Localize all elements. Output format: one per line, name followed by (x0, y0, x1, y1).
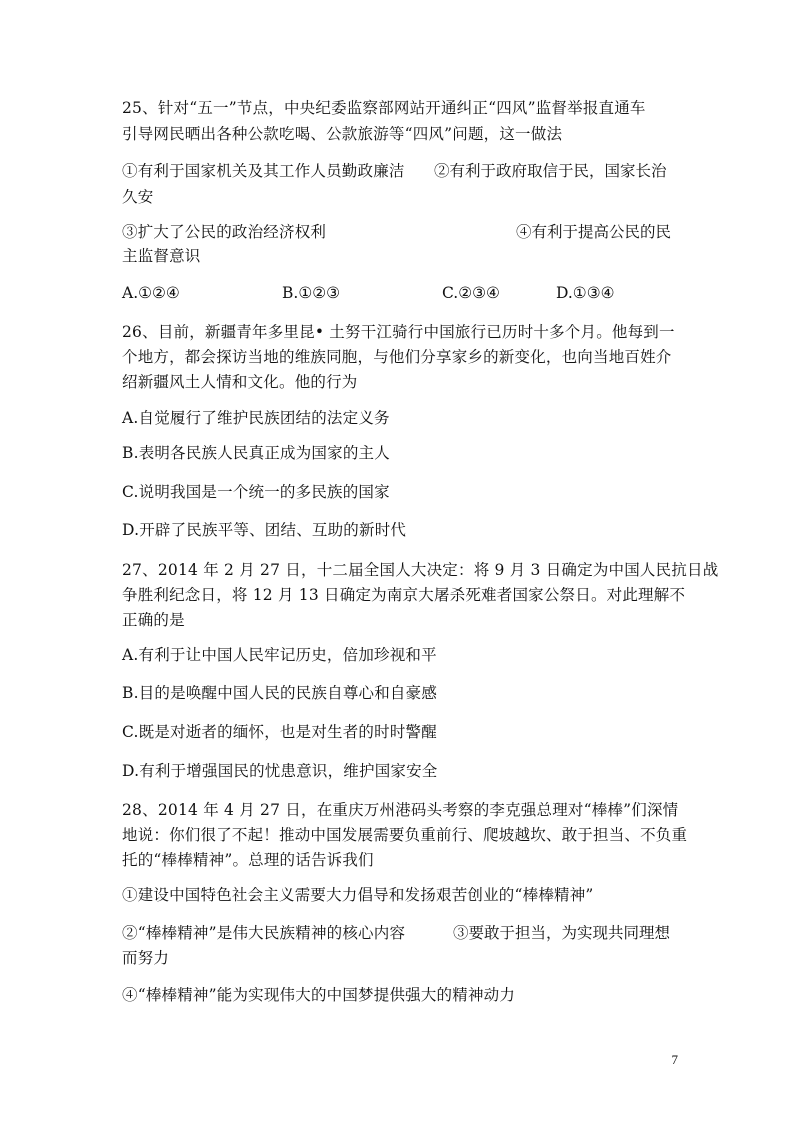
q28-option-3-cont: 而努力 (122, 949, 170, 967)
q25-option-4-cont: 主监督意识 (122, 247, 201, 265)
q25-choice-c: C.②③④ (442, 284, 500, 302)
q27-choice-b: B.目的是唤醒中国人民的民族自尊心和自豪感 (122, 684, 438, 702)
q27-stem-line-3: 正确的是 (122, 611, 185, 629)
q25-stem-line-1: 25、针对“五一”节点，中央纪委监察部网站开通纠正“四风”监督举报直通车 (122, 99, 646, 117)
q26-choice-d: D.开辟了民族平等、团结、互助的新时代 (122, 521, 407, 539)
q26-stem-line-2: 个地方，都会探访当地的维族同胞，与他们分享家乡的新变化，也向当地百姓介 (122, 348, 672, 366)
q28-stem-line-1: 28、2014 年 4 月 27 日，在重庆万州港码头考察的李克强总理对“棒棒”们深情 (122, 801, 679, 819)
q27-choice-d: D.有利于增强国民的忧患意识，维护国家安全 (122, 762, 438, 780)
q27-choice-a: A.有利于让中国人民牢记历史，倍加珍视和平 (122, 646, 437, 664)
q27-stem-line-1: 27、2014 年 2 月 27 日，十二届全国人大决定：将 9 月 3 日确定为中国人民抗日战 (122, 561, 719, 579)
q26-stem-line-1: 26、目前，新疆青年多里昆• 土努干江骑行中国旅行已历时十多个月。他每到一 (122, 323, 675, 341)
q25-stem-line-2: 引导网民晒出各种公款吃喝、公款旅游等“四风”问题，这一做法 (122, 125, 563, 143)
q26-choice-a: A.自觉履行了维护民族团结的法定义务 (122, 409, 390, 427)
q25-option-1: ①有利于国家机关及其工作人员勤政廉洁 (122, 162, 405, 180)
q27-stem-line-2: 争胜利纪念日，将 12 月 13 日确定为南京大屠杀死难者国家公祭日。对此理解不 (122, 586, 686, 604)
q28-stem-line-2: 地说：你们很了不起！推动中国发展需要负重前行、爬坡越坎、敢于担当、不负重 (122, 826, 688, 844)
q28-option-1: ①建设中国特色社会主义需要大力倡导和发扬艰苦创业的“棒棒精神” (122, 886, 594, 904)
q25-option-3: ③扩大了公民的政治经济权利 (122, 223, 327, 241)
q25-choice-d: D.①③④ (556, 284, 615, 302)
q27-choice-c: C.既是对逝者的缅怀，也是对生者的时时警醒 (122, 723, 437, 741)
q26-choice-c: C.说明我国是一个统一的多民族的国家 (122, 483, 390, 501)
q25-choice-a: A.①②④ (122, 284, 180, 302)
q25-choice-b: B.①②③ (282, 284, 341, 302)
q26-choice-b: B.表明各民族人民真正成为国家的主人 (122, 444, 390, 462)
q26-stem-line-3: 绍新疆风土人情和文化。他的行为 (122, 373, 358, 391)
q28-stem-line-3: 托的“棒棒精神”。总理的话告诉我们 (122, 851, 374, 869)
q25-option-2-cont: 久安 (122, 188, 154, 206)
page-number: 7 (671, 1052, 678, 1067)
q28-option-3: ③要敢于担当，为实现共同理想 (453, 924, 671, 942)
q25-option-2: ②有利于政府取信于民，国家长治 (434, 162, 667, 180)
q25-option-4: ④有利于提高公民的民 (516, 223, 672, 241)
q28-option-4: ④“棒棒精神”能为实现伟大的中国梦提供强大的精神动力 (122, 986, 516, 1004)
q28-option-2: ②“棒棒精神”是伟大民族精神的核心内容 (122, 924, 406, 942)
